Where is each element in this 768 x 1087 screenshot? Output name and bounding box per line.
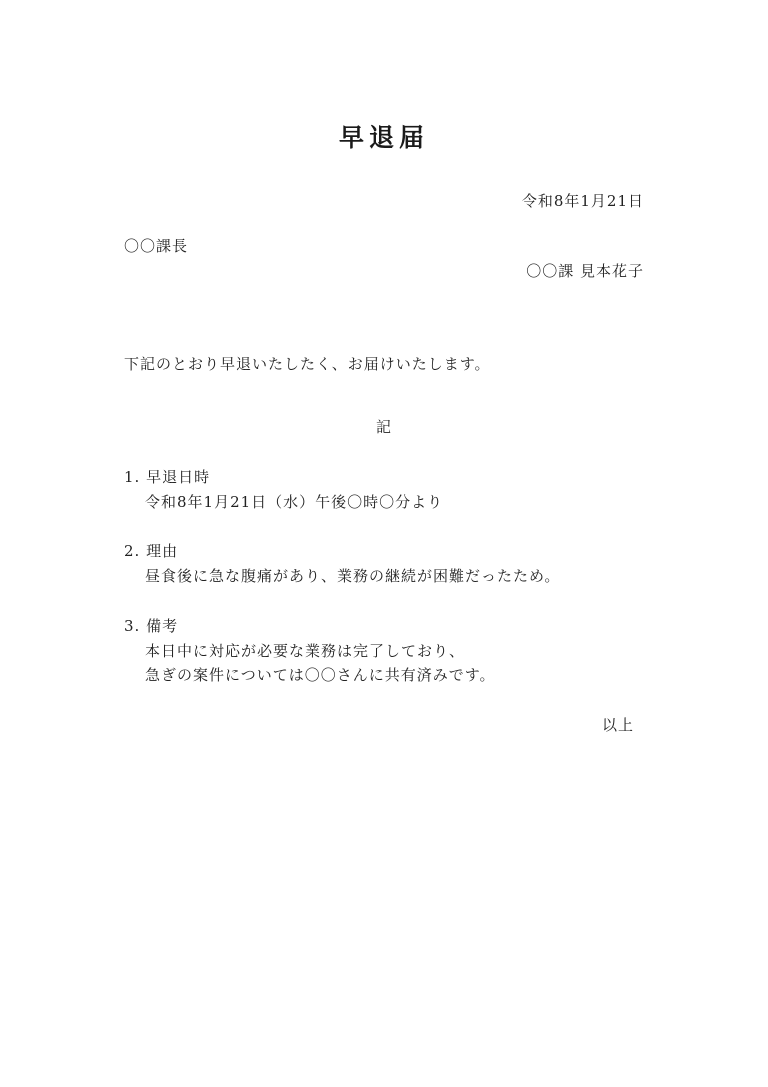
ki-heading: 記 bbox=[375, 418, 392, 436]
item-heading-reason: 2. 理由 bbox=[124, 542, 179, 560]
sender: 〇〇課 見本花子 bbox=[526, 262, 644, 280]
item-text-remarks-2: 急ぎの案件については〇〇さんに共有済みです。 bbox=[145, 666, 496, 684]
document-date: 令和8年1月21日 bbox=[521, 192, 644, 210]
item-heading-datetime: 1. 早退日時 bbox=[124, 468, 211, 486]
item-text-remarks-1: 本日中に対応が必要な業務は完了しており、 bbox=[145, 642, 466, 660]
recipient: 〇〇課長 bbox=[124, 237, 189, 255]
intro-text: 下記のとおり早退いたしたく、お届けいたします。 bbox=[124, 355, 491, 373]
document-title: 早退届 bbox=[338, 123, 429, 152]
item-heading-remarks: 3. 備考 bbox=[124, 617, 179, 635]
item-text-datetime: 令和8年1月21日（水）午後〇時〇分より bbox=[145, 493, 444, 511]
closing-text: 以上 bbox=[601, 716, 634, 734]
item-text-reason: 昼食後に急な腹痛があり、業務の継続が困難だったため。 bbox=[145, 567, 561, 585]
